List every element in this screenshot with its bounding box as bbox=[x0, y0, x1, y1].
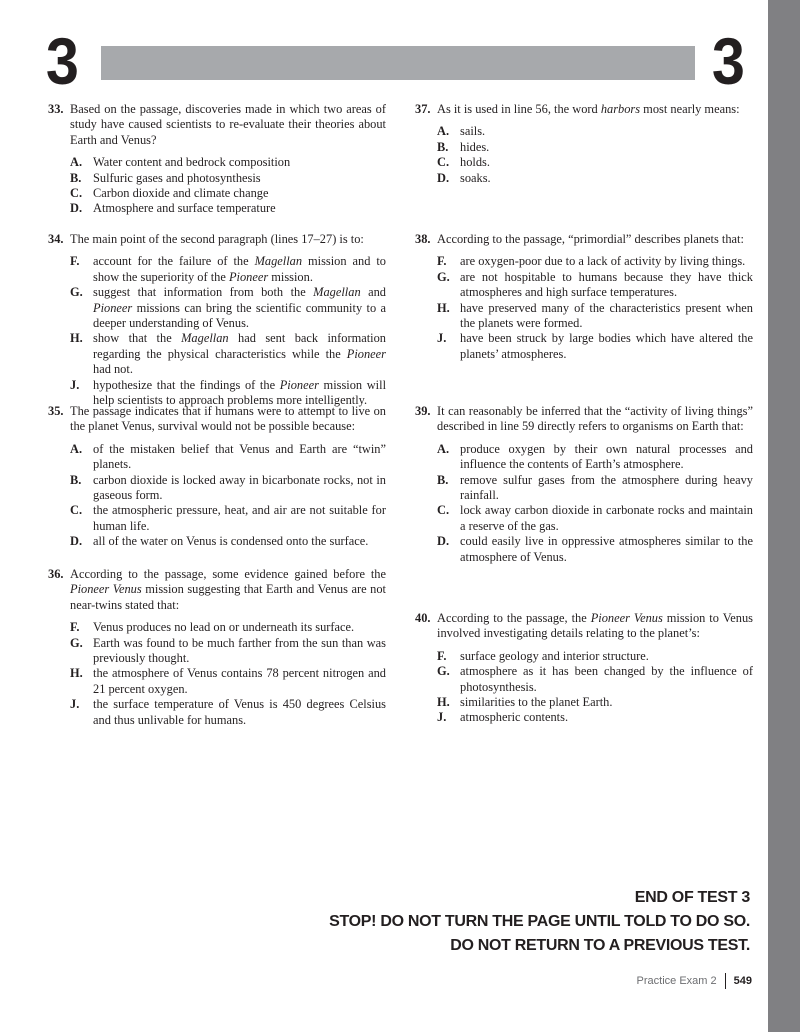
text-run: missions can bring the scientific community to a deeper understanding of Venus. bbox=[93, 300, 386, 331]
option-text bbox=[93, 285, 386, 331]
option-text bbox=[460, 270, 753, 301]
option-text bbox=[460, 649, 753, 664]
option-letter: J. bbox=[70, 377, 80, 392]
text-run: all of the water on Venus is condensed onto the surface. bbox=[93, 534, 369, 549]
option-letter: B. bbox=[437, 472, 449, 487]
italic-text: Pioneer bbox=[228, 269, 269, 284]
option-letter: B. bbox=[70, 170, 82, 185]
option-text bbox=[460, 140, 753, 155]
text-run: Carbon dioxide and climate change bbox=[93, 186, 269, 201]
italic-text: Magellan bbox=[254, 254, 303, 269]
answer-option bbox=[437, 140, 753, 155]
text-run: According to the passage, some evidence gained before the bbox=[70, 567, 386, 581]
text-run: sails. bbox=[460, 124, 486, 139]
option-letter: J. bbox=[437, 710, 447, 725]
text-run: atmosphere as it has been changed by the influence of photosynthesis. bbox=[460, 664, 753, 694]
answer-option bbox=[70, 473, 386, 504]
text-run: According to the passage, “primordial” describes planets that: bbox=[437, 232, 744, 246]
option-letter: F. bbox=[437, 648, 447, 663]
option-letter: A. bbox=[437, 124, 450, 139]
text-run: similarities to the planet Earth. bbox=[460, 695, 613, 710]
option-text bbox=[93, 666, 386, 697]
text-run: have preserved many of the characteristics present when the planets were formed. bbox=[460, 300, 753, 331]
text-run: holds. bbox=[460, 155, 490, 170]
option-text bbox=[93, 201, 386, 216]
text-run: mission will help scientists to approach problems more intelligently. bbox=[93, 377, 387, 408]
answer-option bbox=[437, 695, 753, 710]
answer-option bbox=[437, 503, 753, 534]
text-run: produce oxygen by their own natural processes and influence the contents of Earth’s atmosphere. bbox=[460, 441, 753, 472]
text-run: mission suggesting that Earth and Venus are not near-twins stated that: bbox=[70, 582, 386, 612]
answer-options bbox=[437, 442, 753, 565]
answer-option bbox=[70, 666, 386, 697]
italic-text: Pioneer Venus bbox=[70, 582, 142, 597]
option-letter: H. bbox=[437, 300, 450, 315]
option-letter: C. bbox=[437, 155, 450, 170]
question-35 bbox=[48, 404, 386, 550]
answer-option bbox=[437, 331, 753, 362]
text-run: Water content and bedrock composition bbox=[93, 155, 291, 170]
answer-option bbox=[70, 620, 386, 635]
option-text bbox=[93, 155, 386, 170]
italic-text: Pioneer bbox=[346, 346, 386, 361]
text-run: the atmosphere of Venus contains 78 percent nitrogen and 21 percent oxygen. bbox=[93, 666, 386, 696]
page-number: 549 bbox=[733, 975, 752, 987]
answer-option bbox=[437, 710, 753, 725]
question-stem bbox=[437, 404, 753, 435]
answer-option bbox=[70, 171, 386, 186]
option-letter: C. bbox=[437, 503, 450, 518]
option-letter: C. bbox=[70, 503, 83, 518]
answer-option bbox=[70, 534, 386, 549]
text-run: The main point of the second paragraph (lines 17–27) is to: bbox=[70, 232, 364, 246]
answer-option bbox=[70, 636, 386, 667]
answer-option bbox=[437, 649, 753, 664]
question-stem bbox=[70, 567, 386, 613]
text-run: mission and to show the superiority of the bbox=[93, 254, 386, 284]
text-run: could easily live in oppressive atmospheres similar to the atmosphere of Venus. bbox=[460, 534, 753, 564]
option-text bbox=[460, 254, 753, 269]
answer-option bbox=[70, 503, 386, 534]
question-number: 37. bbox=[415, 102, 431, 116]
answer-options bbox=[70, 155, 386, 217]
end-of-test: END OF TEST 3 bbox=[634, 889, 750, 906]
option-text bbox=[460, 503, 753, 534]
answer-options bbox=[70, 442, 386, 550]
option-letter: J. bbox=[437, 331, 447, 346]
text-run: the atmospheric pressure, heat, and air are not suitable for human life. bbox=[93, 503, 386, 533]
answer-option bbox=[70, 254, 386, 285]
option-text bbox=[93, 331, 386, 377]
option-text bbox=[460, 331, 753, 362]
question-stem bbox=[70, 232, 386, 247]
option-text bbox=[93, 503, 386, 534]
option-text bbox=[460, 442, 753, 473]
question-number: 34. bbox=[48, 232, 64, 246]
answer-options bbox=[70, 620, 386, 728]
text-run: hides. bbox=[460, 139, 490, 154]
option-text bbox=[460, 155, 753, 170]
footer-divider bbox=[725, 973, 726, 989]
question-number: 40. bbox=[415, 611, 431, 625]
text-run: According to the passage, the bbox=[437, 611, 591, 625]
option-text bbox=[93, 697, 386, 728]
question-37 bbox=[415, 102, 753, 186]
answer-option bbox=[70, 285, 386, 331]
option-text bbox=[460, 473, 753, 504]
text-run: mission. bbox=[268, 269, 313, 284]
text-run: surface geology and interior structure. bbox=[460, 648, 649, 663]
answer-option bbox=[437, 254, 753, 269]
question-number: 38. bbox=[415, 232, 431, 246]
question-stem bbox=[70, 102, 386, 148]
option-text bbox=[93, 534, 386, 549]
question-number: 35. bbox=[48, 404, 64, 418]
option-letter: D. bbox=[437, 534, 450, 549]
stop-notice: STOP! DO NOT TURN THE PAGE UNTIL TOLD TO DO SO. bbox=[329, 913, 750, 930]
text-run: the surface temperature of Venus is 450 degrees Celsius and thus unlivable for humans. bbox=[93, 697, 386, 727]
answer-option bbox=[70, 186, 386, 201]
text-run: have been struck by large bodies which have altered the planets’ atmospheres. bbox=[460, 331, 753, 361]
italic-text: Pioneer bbox=[93, 300, 133, 315]
question-39 bbox=[415, 404, 753, 565]
answer-option bbox=[70, 201, 386, 216]
text-run: are oxygen-poor due to a lack of activity by living things. bbox=[460, 254, 746, 269]
text-run: Venus produces no lead on or underneath its surface. bbox=[93, 620, 355, 635]
text-run: lock away carbon dioxide in carbonate rocks and maintain a reserve of the gas. bbox=[460, 503, 753, 533]
option-letter: B. bbox=[437, 139, 449, 154]
answer-option bbox=[70, 155, 386, 170]
question-stem bbox=[437, 232, 753, 247]
text-run: atmospheric contents. bbox=[460, 710, 569, 725]
text-run: Atmosphere and surface temperature bbox=[93, 201, 276, 216]
answer-option bbox=[437, 664, 753, 695]
text-run: carbon dioxide is locked away in bicarbonate rocks, not in gaseous form. bbox=[93, 472, 386, 503]
option-letter: B. bbox=[70, 472, 82, 487]
text-run: remove sulfur gases from the atmosphere during heavy rainfall. bbox=[460, 472, 753, 503]
option-letter: D. bbox=[70, 201, 83, 216]
answer-option bbox=[437, 534, 753, 565]
text-run: show that the bbox=[93, 331, 182, 346]
option-letter: D. bbox=[70, 534, 83, 549]
text-run: hypothesize that the findings of the bbox=[93, 377, 280, 392]
question-stem bbox=[70, 404, 386, 435]
question-number: 39. bbox=[415, 404, 431, 418]
option-letter: G. bbox=[70, 635, 83, 650]
answer-option bbox=[70, 697, 386, 728]
answer-option bbox=[437, 171, 753, 186]
option-letter: A. bbox=[70, 155, 83, 170]
italic-text: Magellan bbox=[313, 285, 361, 300]
text-run: had not. bbox=[93, 362, 133, 377]
header-bar bbox=[101, 46, 695, 80]
text-run: most nearly means: bbox=[640, 102, 740, 116]
option-letter: A. bbox=[437, 441, 450, 456]
question-33 bbox=[48, 102, 386, 217]
text-run: Sulfuric gases and photosynthesis bbox=[93, 170, 261, 185]
answer-option bbox=[437, 301, 753, 332]
question-36 bbox=[48, 567, 386, 728]
italic-text: Pioneer Venus bbox=[590, 611, 663, 625]
option-letter: F. bbox=[70, 254, 80, 269]
italic-text: Pioneer bbox=[279, 377, 319, 392]
page-edge-tab bbox=[768, 0, 800, 1032]
answer-options bbox=[437, 649, 753, 726]
option-text bbox=[93, 473, 386, 504]
question-number: 33. bbox=[48, 102, 64, 116]
option-letter: G. bbox=[70, 285, 83, 300]
option-text bbox=[93, 171, 386, 186]
option-letter: G. bbox=[437, 664, 450, 679]
section-number-left: 3 bbox=[45, 24, 79, 98]
question-number: 36. bbox=[48, 567, 64, 581]
text-run: soaks. bbox=[460, 170, 491, 185]
text-run: and bbox=[360, 285, 386, 300]
no-return-notice: DO NOT RETURN TO A PREVIOUS TEST. bbox=[450, 937, 750, 954]
text-run: The passage indicates that if humans were to attempt to live on the planet Venus, survival would not be possible because: bbox=[70, 404, 386, 434]
option-letter: J. bbox=[70, 697, 80, 712]
book-section: Practice Exam 2 bbox=[636, 975, 717, 987]
question-40 bbox=[415, 611, 753, 726]
text-run: account for the failure of the bbox=[93, 254, 255, 269]
option-letter: H. bbox=[70, 331, 83, 346]
answer-options bbox=[437, 124, 753, 186]
text-run: It can reasonably be inferred that the “activity of living things” described in line 59 directly refers to organisms on Earth that: bbox=[437, 404, 753, 434]
answer-option bbox=[437, 270, 753, 301]
option-text bbox=[93, 442, 386, 473]
answer-option bbox=[437, 124, 753, 139]
text-run: As it is used in line 56, the word bbox=[437, 102, 601, 116]
option-text bbox=[460, 171, 753, 186]
question-stem bbox=[437, 102, 753, 117]
question-stem bbox=[437, 611, 753, 642]
option-text bbox=[460, 664, 753, 695]
option-text bbox=[460, 695, 753, 710]
text-run: Earth was found to be much farther from the sun than was previously thought. bbox=[93, 635, 386, 666]
option-letter: C. bbox=[70, 186, 83, 201]
option-text bbox=[93, 254, 386, 285]
text-run: had sent back information regarding the physical characteristics while the bbox=[93, 331, 386, 361]
text-run: Based on the passage, discoveries made in which two areas of study have caused scientists to re-evaluate their theories about Earth and Venus? bbox=[70, 102, 386, 147]
option-letter: F. bbox=[437, 254, 447, 269]
italic-text: harbors bbox=[600, 102, 641, 116]
text-run: are not hospitable to humans because they have thick atmospheres and high surface temperatures. bbox=[460, 269, 753, 300]
option-text bbox=[460, 710, 753, 725]
answer-options bbox=[437, 254, 753, 362]
option-letter: G. bbox=[437, 269, 450, 284]
answer-option bbox=[70, 442, 386, 473]
option-text bbox=[93, 636, 386, 667]
italic-text: Magellan bbox=[181, 331, 229, 346]
option-text bbox=[460, 534, 753, 565]
answer-option bbox=[437, 473, 753, 504]
option-letter: H. bbox=[70, 666, 83, 681]
text-run: suggest that information from both the bbox=[93, 285, 314, 300]
question-34 bbox=[48, 232, 386, 408]
option-text bbox=[460, 124, 753, 139]
answer-option bbox=[437, 155, 753, 170]
question-38 bbox=[415, 232, 753, 362]
answer-option bbox=[70, 331, 386, 377]
option-letter: A. bbox=[70, 441, 83, 456]
page-footer bbox=[637, 973, 752, 989]
option-text bbox=[93, 620, 386, 635]
text-run: of the mistaken belief that Venus and Earth are “twin” planets. bbox=[93, 441, 386, 472]
option-letter: H. bbox=[437, 695, 450, 710]
answer-options bbox=[70, 254, 386, 408]
option-text bbox=[93, 186, 386, 201]
answer-option bbox=[437, 442, 753, 473]
section-number-right: 3 bbox=[711, 24, 745, 98]
option-letter: F. bbox=[70, 620, 80, 635]
option-text bbox=[460, 301, 753, 332]
text-run: mission to Venus involved investigating details relating to the planet’s: bbox=[437, 611, 753, 641]
option-letter: D. bbox=[437, 170, 450, 185]
